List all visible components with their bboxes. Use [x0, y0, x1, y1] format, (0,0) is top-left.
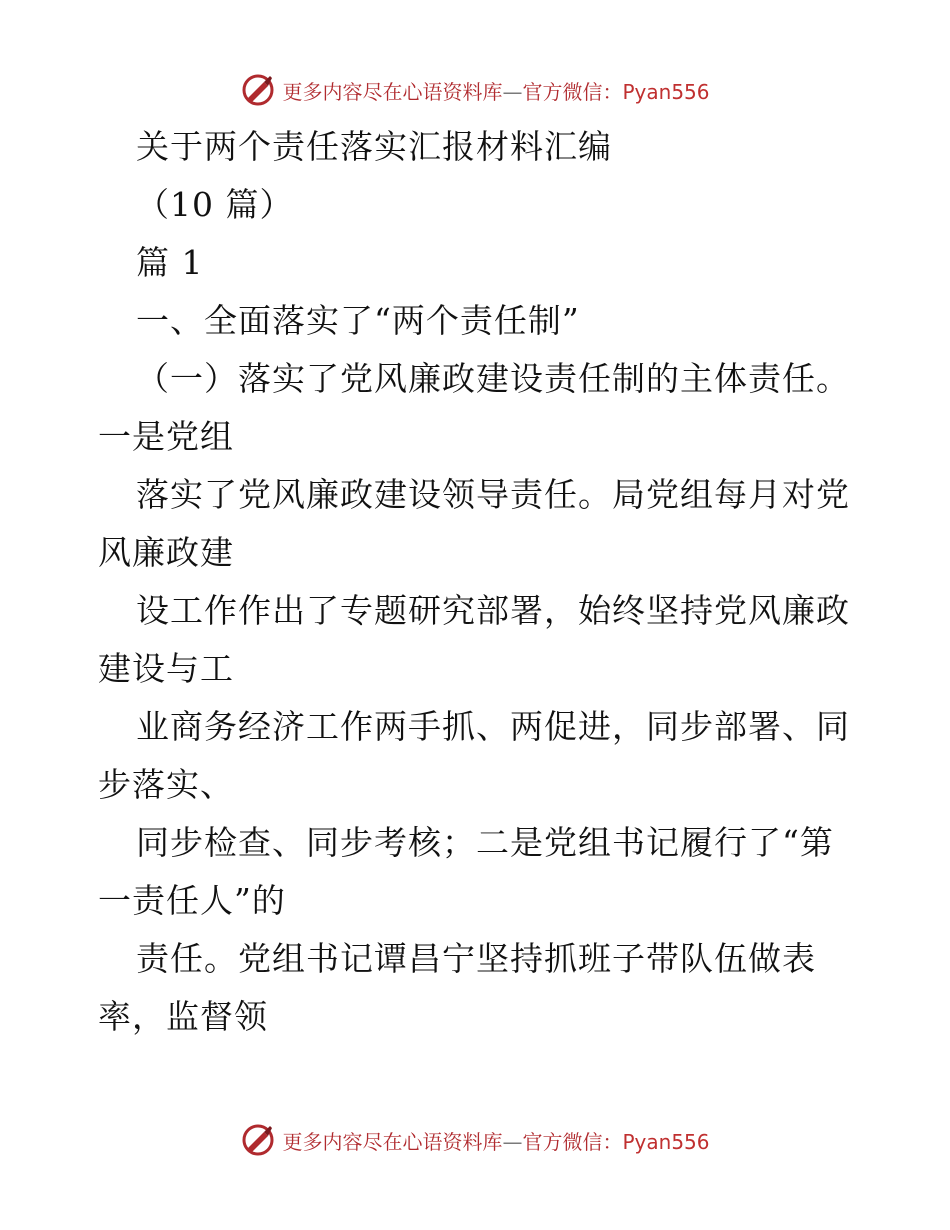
document-line: 风廉政建 [98, 533, 234, 572]
banner-text-wrap [282, 76, 709, 105]
banner-account: Pyan556 [622, 1129, 710, 1154]
header-banner [0, 70, 950, 110]
document-line: 步落实、 [98, 765, 234, 804]
document-line: 一责任人”的 [98, 881, 286, 920]
banner-suffix-label: 官方微信： [522, 1129, 623, 1154]
document-line: 业商务经济工作两手抓、两促进，同步部署、同 [136, 707, 850, 746]
banner-separator: — [502, 79, 523, 104]
document-body [98, 118, 858, 1046]
document-line: 同步检查、同步考核；二是党组书记履行了“第 [136, 823, 834, 862]
document-line: 篇 1 [136, 243, 204, 282]
document-line: 建设与工 [98, 649, 234, 688]
banner-account: Pyan556 [622, 79, 710, 104]
document-line: 关于两个责任落实汇报材料汇编 [136, 127, 612, 166]
banner-separator: — [502, 1129, 523, 1154]
document-line: 责任。党组书记谭昌宁坚持抓班子带队伍做表 [136, 939, 816, 978]
document-line: 设工作作出了专题研究部署，始终坚持党风廉政 [136, 591, 850, 630]
banner-text: 更多内容尽在心语资料库 [282, 1129, 503, 1154]
document-line: 落实了党风廉政建设领导责任。局党组每月对党 [136, 475, 850, 514]
banner-text-wrap [282, 1126, 709, 1155]
pen-logo-icon [240, 72, 276, 108]
banner-suffix-label: 官方微信： [522, 79, 623, 104]
document-line: 一、全面落实了“两个责任制” [136, 301, 580, 340]
pen-logo-icon [240, 1122, 276, 1158]
document-line: （一）落实了党风廉政建设责任制的主体责任。 [136, 359, 850, 398]
footer-banner [0, 1120, 950, 1160]
document-line: 率，监督领 [98, 997, 268, 1036]
document-line: （10 篇） [136, 185, 294, 224]
banner-text: 更多内容尽在心语资料库 [282, 79, 503, 104]
document-line: 一是党组 [98, 417, 234, 456]
